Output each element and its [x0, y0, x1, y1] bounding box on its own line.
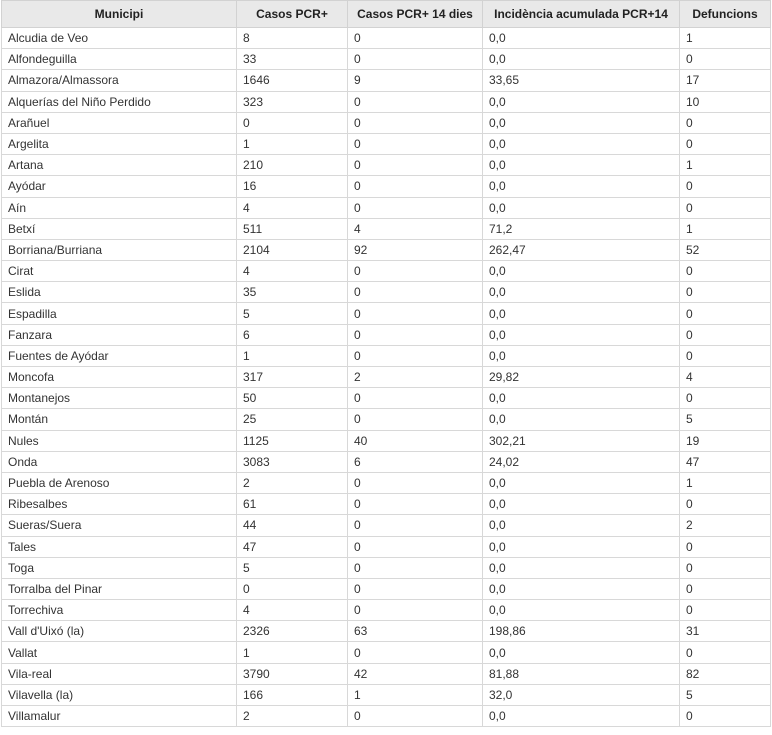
table-row: [2, 91, 771, 112]
table-row: [2, 133, 771, 154]
incidencia-cell: 262,47: [483, 239, 680, 260]
table-row: [2, 367, 771, 388]
municipi-cell: Ribesalbes: [2, 494, 237, 515]
casos-pcr-14-dies-cell: 0: [348, 155, 483, 176]
incidencia-cell: 0,0: [483, 176, 680, 197]
casos-pcr-14-dies-cell: 0: [348, 282, 483, 303]
defuncions-cell: 5: [680, 684, 771, 705]
table-row: [2, 176, 771, 197]
municipi-cell: Torralba del Pinar: [2, 578, 237, 599]
casos-pcr-cell: 1: [237, 345, 348, 366]
municipi-cell: Toga: [2, 557, 237, 578]
casos-pcr-14-dies-cell: 92: [348, 239, 483, 260]
casos-pcr-14-dies-cell: 0: [348, 578, 483, 599]
casos-pcr-14-dies-cell: 0: [348, 303, 483, 324]
casos-pcr-cell: 16: [237, 176, 348, 197]
table-row: [2, 451, 771, 472]
casos-pcr-cell: 61: [237, 494, 348, 515]
casos-pcr-cell: 3790: [237, 663, 348, 684]
defuncions-cell: 0: [680, 345, 771, 366]
defuncions-cell: 82: [680, 663, 771, 684]
casos-pcr-14-dies-cell: 0: [348, 642, 483, 663]
defuncions-cell: 0: [680, 494, 771, 515]
casos-pcr-14-dies-cell: 0: [348, 472, 483, 493]
table-row: [2, 70, 771, 91]
defuncions-cell: 0: [680, 303, 771, 324]
defuncions-cell: 0: [680, 282, 771, 303]
casos-pcr-cell: 4: [237, 197, 348, 218]
table-header: [2, 1, 771, 28]
casos-pcr-cell: 511: [237, 218, 348, 239]
defuncions-cell: 0: [680, 133, 771, 154]
defuncions-cell: 0: [680, 49, 771, 70]
casos-pcr-14-dies-cell: 0: [348, 345, 483, 366]
casos-pcr-cell: 44: [237, 515, 348, 536]
incidencia-cell: 32,0: [483, 684, 680, 705]
incidencia-cell: 302,21: [483, 430, 680, 451]
casos-pcr-14-dies-cell: 0: [348, 176, 483, 197]
casos-pcr-cell: 6: [237, 324, 348, 345]
incidencia-cell: 0,0: [483, 388, 680, 409]
header-municipi[interactable]: Municipi: [2, 1, 237, 28]
incidencia-cell: 0,0: [483, 28, 680, 49]
incidencia-cell: 0,0: [483, 49, 680, 70]
table-row: [2, 112, 771, 133]
defuncions-cell: 0: [680, 388, 771, 409]
incidencia-cell: 0,0: [483, 261, 680, 282]
defuncions-cell: 0: [680, 324, 771, 345]
table-row: [2, 472, 771, 493]
table-row: [2, 706, 771, 727]
casos-pcr-14-dies-cell: 4: [348, 218, 483, 239]
defuncions-cell: 31: [680, 621, 771, 642]
defuncions-cell: 5: [680, 409, 771, 430]
municipi-cell: Alquerías del Niño Perdido: [2, 91, 237, 112]
incidencia-cell: 0,0: [483, 494, 680, 515]
casos-pcr-14-dies-cell: 0: [348, 706, 483, 727]
casos-pcr-14-dies-cell: 0: [348, 261, 483, 282]
defuncions-cell: 0: [680, 197, 771, 218]
casos-pcr-cell: 8: [237, 28, 348, 49]
incidencia-cell: 0,0: [483, 197, 680, 218]
casos-pcr-14-dies-cell: 0: [348, 133, 483, 154]
municipi-cell: Montanejos: [2, 388, 237, 409]
casos-pcr-14-dies-cell: 0: [348, 557, 483, 578]
casos-pcr-14-dies-cell: 0: [348, 28, 483, 49]
table-row: [2, 430, 771, 451]
casos-pcr-14-dies-cell: 9: [348, 70, 483, 91]
defuncions-cell: 1: [680, 218, 771, 239]
casos-pcr-14-dies-cell: 42: [348, 663, 483, 684]
defuncions-cell: 0: [680, 642, 771, 663]
casos-pcr-cell: 1: [237, 642, 348, 663]
casos-pcr-cell: 2104: [237, 239, 348, 260]
defuncions-cell: 2: [680, 515, 771, 536]
casos-pcr-14-dies-cell: 0: [348, 91, 483, 112]
casos-pcr-cell: 2326: [237, 621, 348, 642]
municipi-cell: Almazora/Almassora: [2, 70, 237, 91]
casos-pcr-cell: 50: [237, 388, 348, 409]
municipi-cell: Torrechiva: [2, 600, 237, 621]
municipi-cell: Vallat: [2, 642, 237, 663]
incidencia-cell: 0,0: [483, 536, 680, 557]
municipi-cell: Argelita: [2, 133, 237, 154]
casos-pcr-14-dies-cell: 0: [348, 409, 483, 430]
incidencia-cell: 0,0: [483, 133, 680, 154]
defuncions-cell: 0: [680, 112, 771, 133]
incidencia-cell: 33,65: [483, 70, 680, 91]
incidencia-cell: 0,0: [483, 282, 680, 303]
casos-pcr-14-dies-cell: 2: [348, 367, 483, 388]
table-row: [2, 324, 771, 345]
table-row: [2, 239, 771, 260]
table-row: [2, 578, 771, 599]
table-row: [2, 345, 771, 366]
casos-pcr-14-dies-cell: 6: [348, 451, 483, 472]
defuncions-cell: 1: [680, 28, 771, 49]
table-row: [2, 684, 771, 705]
casos-pcr-cell: 317: [237, 367, 348, 388]
casos-pcr-cell: 4: [237, 261, 348, 282]
casos-pcr-cell: 47: [237, 536, 348, 557]
header-incidencia-acumulada[interactable]: Incidència acumulada PCR+14: [483, 1, 680, 28]
casos-pcr-cell: 5: [237, 303, 348, 324]
header-casos-pcr[interactable]: Casos PCR+: [237, 1, 348, 28]
incidencia-cell: 0,0: [483, 409, 680, 430]
municipi-cell: Puebla de Arenoso: [2, 472, 237, 493]
table-row: [2, 409, 771, 430]
municipi-cell: Vall d'Uixó (la): [2, 621, 237, 642]
casos-pcr-14-dies-cell: 0: [348, 536, 483, 557]
municipi-cell: Aín: [2, 197, 237, 218]
casos-pcr-cell: 5: [237, 557, 348, 578]
municipi-cell: Cirat: [2, 261, 237, 282]
incidencia-cell: 0,0: [483, 642, 680, 663]
casos-pcr-cell: 210: [237, 155, 348, 176]
municipi-cell: Montán: [2, 409, 237, 430]
municipi-cell: Eslida: [2, 282, 237, 303]
incidencia-cell: 0,0: [483, 91, 680, 112]
casos-pcr-14-dies-cell: 63: [348, 621, 483, 642]
incidencia-cell: 0,0: [483, 706, 680, 727]
incidencia-cell: 0,0: [483, 303, 680, 324]
table-row: [2, 303, 771, 324]
municipi-cell: Sueras/Suera: [2, 515, 237, 536]
incidencia-cell: 0,0: [483, 472, 680, 493]
defuncions-cell: 0: [680, 261, 771, 282]
table-row: [2, 600, 771, 621]
casos-pcr-cell: 35: [237, 282, 348, 303]
incidencia-cell: 0,0: [483, 515, 680, 536]
casos-pcr-14-dies-cell: 0: [348, 494, 483, 515]
table-row: [2, 155, 771, 176]
incidencia-cell: 0,0: [483, 600, 680, 621]
table-row: [2, 282, 771, 303]
casos-pcr-cell: 1125: [237, 430, 348, 451]
municipi-cell: Betxí: [2, 218, 237, 239]
casos-pcr-14-dies-cell: 0: [348, 197, 483, 218]
casos-pcr-cell: 0: [237, 112, 348, 133]
casos-pcr-cell: 3083: [237, 451, 348, 472]
covid-municipality-table: [1, 0, 771, 727]
incidencia-cell: 0,0: [483, 112, 680, 133]
casos-pcr-cell: 166: [237, 684, 348, 705]
casos-pcr-cell: 1: [237, 133, 348, 154]
table-row: [2, 197, 771, 218]
municipi-cell: Artana: [2, 155, 237, 176]
incidencia-cell: 0,0: [483, 557, 680, 578]
casos-pcr-cell: 33: [237, 49, 348, 70]
defuncions-cell: 1: [680, 472, 771, 493]
defuncions-cell: 0: [680, 706, 771, 727]
header-defuncions[interactable]: Defuncions: [680, 1, 771, 28]
casos-pcr-14-dies-cell: 40: [348, 430, 483, 451]
incidencia-cell: 0,0: [483, 155, 680, 176]
defuncions-cell: 0: [680, 176, 771, 197]
table-row: [2, 621, 771, 642]
table-row: [2, 261, 771, 282]
municipi-cell: Nules: [2, 430, 237, 451]
table-row: [2, 515, 771, 536]
table-row: [2, 388, 771, 409]
table-row: [2, 557, 771, 578]
incidencia-cell: 29,82: [483, 367, 680, 388]
municipi-cell: Vila-real: [2, 663, 237, 684]
casos-pcr-14-dies-cell: 1: [348, 684, 483, 705]
table-row: [2, 49, 771, 70]
casos-pcr-cell: 1646: [237, 70, 348, 91]
municipi-cell: Moncofa: [2, 367, 237, 388]
casos-pcr-cell: 2: [237, 472, 348, 493]
casos-pcr-14-dies-cell: 0: [348, 49, 483, 70]
municipi-cell: Onda: [2, 451, 237, 472]
casos-pcr-cell: 25: [237, 409, 348, 430]
casos-pcr-14-dies-cell: 0: [348, 324, 483, 345]
casos-pcr-cell: 2: [237, 706, 348, 727]
defuncions-cell: 47: [680, 451, 771, 472]
table-body: [2, 28, 771, 727]
incidencia-cell: 0,0: [483, 578, 680, 599]
municipi-cell: Tales: [2, 536, 237, 557]
table-row: [2, 28, 771, 49]
incidencia-cell: 0,0: [483, 345, 680, 366]
incidencia-cell: 0,0: [483, 324, 680, 345]
casos-pcr-14-dies-cell: 0: [348, 515, 483, 536]
municipi-cell: Fanzara: [2, 324, 237, 345]
table-row: [2, 642, 771, 663]
table-row: [2, 494, 771, 515]
casos-pcr-14-dies-cell: 0: [348, 388, 483, 409]
incidencia-cell: 24,02: [483, 451, 680, 472]
defuncions-cell: 4: [680, 367, 771, 388]
casos-pcr-cell: 4: [237, 600, 348, 621]
casos-pcr-cell: 323: [237, 91, 348, 112]
header-row: [2, 1, 771, 28]
defuncions-cell: 0: [680, 557, 771, 578]
defuncions-cell: 52: [680, 239, 771, 260]
municipi-cell: Vilavella (la): [2, 684, 237, 705]
table-row: [2, 218, 771, 239]
defuncions-cell: 10: [680, 91, 771, 112]
defuncions-cell: 1: [680, 155, 771, 176]
municipi-cell: Alcudia de Veo: [2, 28, 237, 49]
defuncions-cell: 19: [680, 430, 771, 451]
defuncions-cell: 17: [680, 70, 771, 91]
defuncions-cell: 0: [680, 536, 771, 557]
incidencia-cell: 81,88: [483, 663, 680, 684]
table-row: [2, 663, 771, 684]
incidencia-cell: 198,86: [483, 621, 680, 642]
header-casos-pcr-14-dies[interactable]: Casos PCR+ 14 dies: [348, 1, 483, 28]
incidencia-cell: 71,2: [483, 218, 680, 239]
casos-pcr-14-dies-cell: 0: [348, 112, 483, 133]
municipi-cell: Espadilla: [2, 303, 237, 324]
municipi-cell: Alfondeguilla: [2, 49, 237, 70]
municipi-cell: Ayódar: [2, 176, 237, 197]
municipi-cell: Fuentes de Ayódar: [2, 345, 237, 366]
casos-pcr-14-dies-cell: 0: [348, 600, 483, 621]
table-row: [2, 536, 771, 557]
municipi-cell: Borriana/Burriana: [2, 239, 237, 260]
defuncions-cell: 0: [680, 578, 771, 599]
casos-pcr-cell: 0: [237, 578, 348, 599]
municipi-cell: Villamalur: [2, 706, 237, 727]
municipi-cell: Arañuel: [2, 112, 237, 133]
defuncions-cell: 0: [680, 600, 771, 621]
